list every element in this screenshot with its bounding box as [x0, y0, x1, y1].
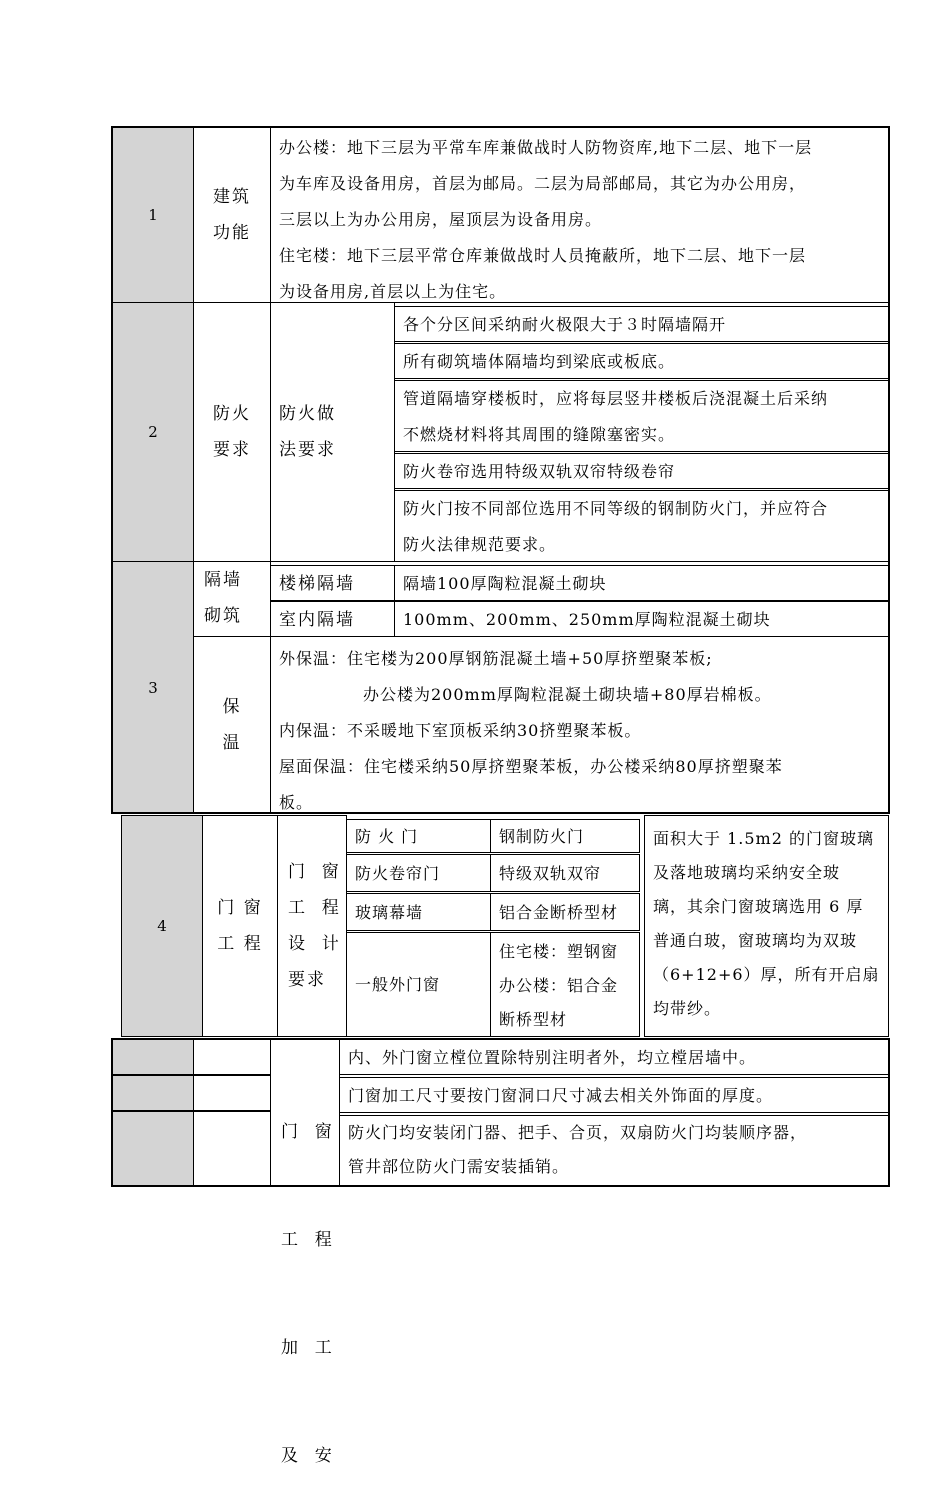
row3-insul-line: 板。: [279, 793, 314, 812]
row4-item-name-text: 玻璃幕墙: [355, 903, 424, 922]
row2-item-line: 不燃烧材料将其周围的缝隙塞密实。: [403, 425, 676, 444]
row2-item: [394, 306, 889, 342]
row4-note-line: 普通白玻，窗玻璃均为双玻: [653, 931, 858, 950]
row5-label-cell: [193, 1039, 271, 1075]
row4-item-value: [490, 893, 640, 931]
row3-insul-content: [270, 636, 889, 814]
row3-wall-name: [270, 601, 395, 637]
row4-sublabel-line: 设 计: [288, 934, 341, 954]
row4-item-value: [490, 932, 640, 1037]
row4-note-line: 面积大于 1.5m2 的门窗玻璃: [653, 829, 874, 848]
row5-sublabel-line: 门 窗: [281, 1122, 334, 1142]
row1-content: [270, 127, 889, 303]
row2-label: [193, 302, 271, 562]
row2-label-line: 要求: [213, 440, 251, 460]
row5-sublabel-line: 加 工: [281, 1338, 334, 1358]
row1-label-line: 功能: [213, 223, 251, 243]
row4-item-name: [346, 819, 491, 853]
row2-number: [112, 302, 194, 562]
row4-item-name-text: 防火卷帘门: [355, 864, 441, 883]
row4-number: [121, 815, 203, 1037]
row2-item-line: 防火门按不同部位选用不同等级的钢制防火门，并应符合: [403, 499, 829, 518]
row5-number-cell: [112, 1111, 194, 1186]
row5-item-line: 管井部位防火门需安装插销。: [348, 1157, 570, 1176]
row3-wall-name-text: 楼梯隔墙: [279, 574, 355, 594]
row3-wall-value-text: 100mm、200mm、250mm厚陶粒混凝土砌块: [403, 610, 771, 629]
row5-sublabel-line: 工 程: [281, 1230, 334, 1250]
row2-item-line: 防火法律规范要求。: [403, 535, 557, 554]
row2-number-text: 2: [148, 423, 158, 441]
row5-item-line: 内、外门窗立樘位置除特别注明者外，均立樘居墙中。: [348, 1048, 757, 1067]
row4-number-text: 4: [157, 917, 167, 935]
row3-insul-line: 外保温：住宅楼为200厚钢筋混凝土墙+50厚挤塑聚苯板;: [279, 649, 713, 668]
row4-label-line: 工 程: [217, 934, 263, 954]
row3-wall-label-line: 砌筑: [204, 606, 242, 626]
row2-item: [394, 453, 889, 489]
row3-insul-line: 办公楼为200mm厚陶粒混凝土砌块墙+80厚岩棉板。: [363, 685, 772, 704]
row4-item-value-line: 断桥型材: [499, 1010, 568, 1029]
row2-item: [394, 380, 889, 452]
row5-item: [339, 1039, 889, 1075]
row3-wall-value-text: 隔墙100厚陶粒混凝土砌块: [403, 574, 607, 593]
row1-text-line: 为车库及设备用房，首层为邮局。二层为局部邮局，其它为办公用房，: [279, 174, 807, 193]
row3-insul-line: 屋面保温：住宅楼采纳50厚挤塑聚苯板，办公楼采纳80厚挤塑聚苯: [279, 757, 783, 776]
row4-item-value-text: 铝合金断桥型材: [499, 903, 619, 922]
row2-sublabel-line: 法要求: [279, 440, 336, 460]
row4-item-name-text: 防 火 门: [355, 827, 419, 846]
row4-note-line: 璃，其余门窗玻璃选用 6 厚: [653, 897, 864, 916]
row3-insul-label: [193, 636, 271, 814]
row4-item-name: [346, 893, 491, 931]
row5-number-cell: [112, 1039, 194, 1075]
row1-label-line: 建筑: [213, 187, 251, 207]
row4-label: [202, 815, 278, 1037]
row4-item-name: [346, 932, 491, 1037]
row1-number-text: 1: [148, 206, 158, 224]
row3-number: [112, 561, 194, 814]
row1-text-line: 住宅楼：地下三层平常仓库兼做战时人员掩蔽所，地下二层、地下一层: [279, 246, 807, 265]
row4-note: [644, 815, 889, 1037]
row3-wall-name-text: 室内隔墙: [279, 610, 355, 630]
row4-sublabel-line: 要求: [288, 970, 326, 990]
row3-number-text: 3: [148, 678, 158, 697]
row4-label-line: 门 窗: [217, 898, 263, 918]
row3-insul-label-line: 保: [222, 697, 242, 717]
row3-wall-name: [270, 565, 395, 601]
row2-sublabel: [270, 302, 395, 562]
row5-item-line: 防火门均安装闭门器、把手、合页，双扇防火门均装顺序器，: [348, 1123, 808, 1142]
row3-insul-label-line: 温: [222, 733, 242, 753]
row1-number: [112, 127, 194, 303]
row2-label-line: 防火: [213, 404, 251, 424]
row2-item-line: 各个分区间采纳耐火极限大于３时隔墙隔开: [403, 315, 727, 334]
row5-label-cell: [193, 1075, 271, 1111]
row4-sublabel: [277, 815, 347, 1037]
row4-item-value-text: 特级双轨双帘: [499, 864, 602, 883]
row4-item-value-text: 钢制防火门: [499, 827, 585, 846]
row3-wall-value: [394, 601, 889, 637]
row2-item-line: 管道隔墙穿楼板时，应将每层竖井楼板后浇混凝土后采纳: [403, 389, 829, 408]
row5-item: [339, 1115, 889, 1186]
row5-sublabel: [270, 1039, 340, 1466]
row4-item-value-line: 住宅楼：塑钢窗: [499, 942, 619, 961]
row3-insul-line: 内保温：不采暖地下室顶板采纳30挤塑聚苯板。: [279, 721, 642, 740]
row2-item-line: 防火卷帘选用特级双轨双帘特级卷帘: [403, 462, 676, 481]
row4-note-line: （6+12+6）厚，所有开启扇: [653, 965, 880, 984]
row4-item-value: [490, 854, 640, 892]
row2-item: [394, 490, 889, 562]
row3-wall-value: [394, 565, 889, 601]
row4-item-name: [346, 854, 491, 892]
row4-item-value-line: 办公楼：铝合金: [499, 976, 619, 995]
row4-item-name-text: 一般外门窗: [355, 974, 441, 994]
row2-item: [394, 343, 889, 379]
row5-item-line: 门窗加工尺寸要按门窗洞口尺寸减去相关外饰面的厚度。: [348, 1086, 774, 1105]
row3-wall-label: [193, 561, 271, 637]
row3-wall-label-line: 隔墙: [204, 570, 242, 590]
row5-item: [339, 1077, 889, 1113]
row4-item-value: [490, 819, 640, 853]
row4-note-line: 及落地玻璃均采纳安全玻: [653, 863, 841, 882]
row1-text-line: 三层以上为办公用房，屋顶层为设备用房。: [279, 210, 603, 229]
row5-number-cell: [112, 1075, 194, 1111]
row1-text-line: 为设备用房,首层以上为住宅。: [279, 282, 507, 301]
row1-label: [193, 127, 271, 303]
row4-note-line: 均带纱。: [653, 999, 722, 1018]
row1-text-line: 办公楼：地下三层为平常车库兼做战时人防物资库,地下二层、地下一层: [279, 138, 813, 157]
row2-sublabel-line: 防火做: [279, 404, 336, 424]
row2-item-line: 所有砌筑墙体隔墙均到梁底或板底。: [403, 352, 676, 371]
row5-label-cell: [193, 1111, 271, 1186]
row4-sublabel-line: 门 窗: [288, 862, 341, 882]
row4-sublabel-line: 工 程: [288, 898, 341, 918]
row5-sublabel-line: 及 安: [281, 1446, 334, 1466]
